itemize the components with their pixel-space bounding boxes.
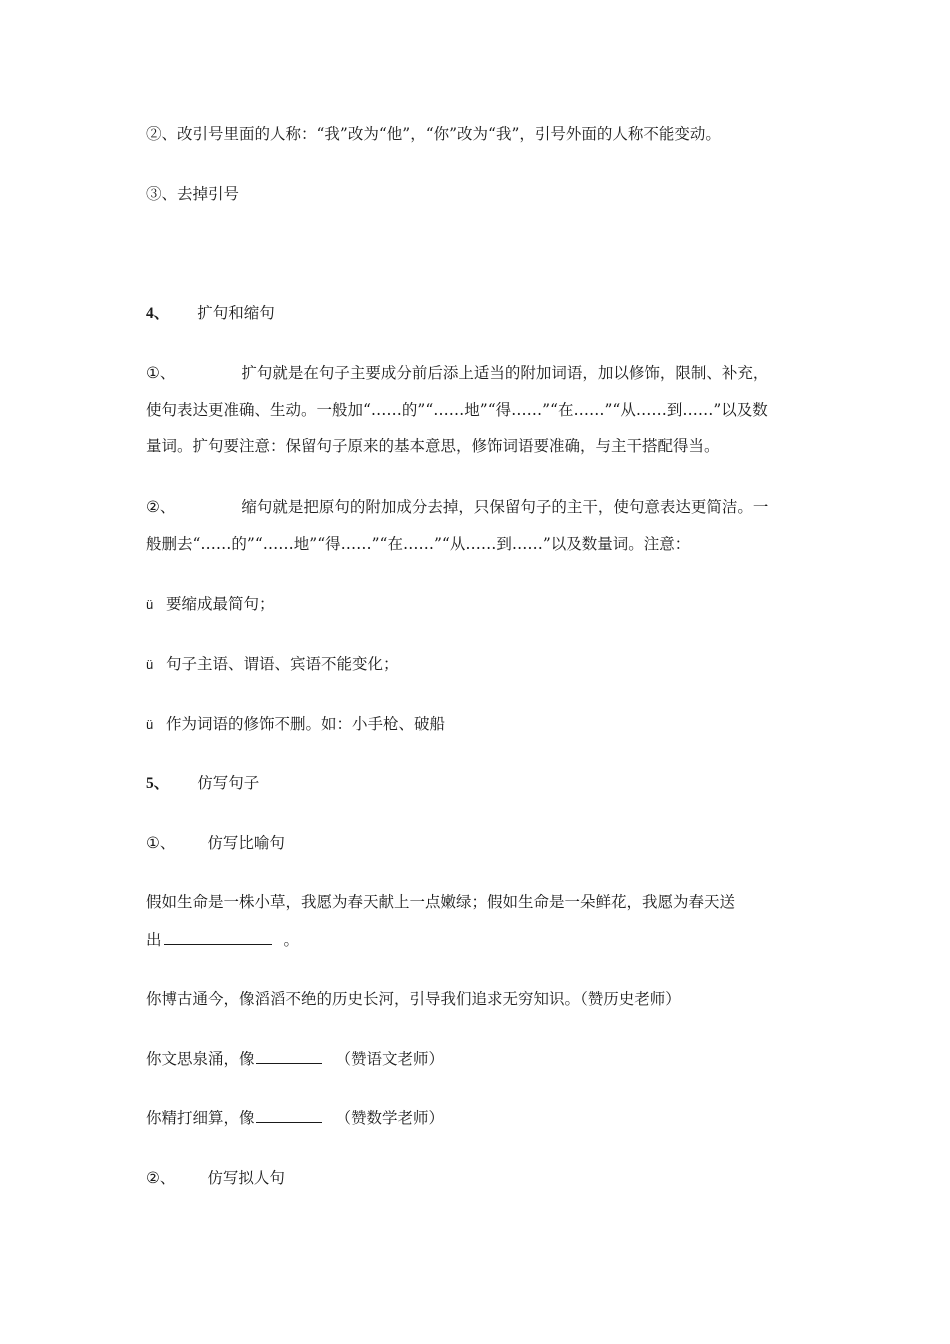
expand-sentence-para-line-1 [146, 363, 768, 383]
example-text: 你精打细算，像 [146, 1109, 255, 1127]
bullet-text: 要缩成最简句； [166, 595, 275, 613]
bullet-item [146, 594, 275, 615]
line-change-pronouns: ②、改引号里面的人称：“我”改为“他”，“你”改为“我”，引号外面的人称不能变动。 [146, 125, 721, 143]
section-5-heading [146, 773, 259, 794]
example-text: 你文思泉涌，像 [146, 1050, 255, 1068]
example-note: （赞语文老师） [335, 1050, 445, 1068]
period: 。 [283, 931, 300, 949]
example-line-2: 你博古通今，像滔滔不绝的历史长河，引导我们追求无穷知识。（赞历史老师） [146, 990, 681, 1008]
expand-sentence-para-line-2: 使句表达更准确、生动。一般加“……的”“……地”“得……”“在……”“从……到……”以及数 [146, 401, 768, 419]
item-title: 仿写比喻句 [207, 834, 285, 852]
item-number: ①、 [146, 364, 176, 382]
item-number: ②、 [146, 498, 176, 516]
bullet-text: 句子主语、谓语、宾语不能变化； [166, 655, 399, 673]
section-4-heading [146, 303, 275, 324]
paragraph-text: 扩句就是在句子主要成分前后添上适当的附加词语，加以修饰，限制、补充， [241, 364, 769, 382]
fill-blank[interactable] [256, 1049, 322, 1064]
bullet-item [146, 654, 399, 675]
example-note: （赞数学老师） [335, 1109, 445, 1127]
example-line-3 [146, 1049, 444, 1069]
fill-blank[interactable] [164, 930, 272, 945]
paragraph-text: 缩句就是把原句的附加成分去掉，只保留句子的主干，使句意表达更简洁。一 [241, 498, 769, 516]
fill-blank[interactable] [256, 1108, 322, 1123]
item-number: ①、 [146, 834, 176, 852]
example-line-1a: 假如生命是一株小草，我愿为春天献上一点嫩绿；假如生命是一朵鲜花，我愿为春天送 [146, 893, 736, 911]
item-title: 仿写拟人句 [207, 1169, 285, 1187]
section-title: 仿写句子 [197, 774, 260, 792]
shorten-sentence-para-line-1 [146, 497, 768, 517]
bullet-text: 作为词语的修饰不删。如：小手枪、破船 [166, 715, 446, 733]
simile-heading [146, 833, 285, 853]
bullet-icon: ü [146, 597, 154, 612]
section-number: 5、 [146, 775, 170, 792]
example-line-1b [146, 930, 299, 950]
bullet-icon: ü [146, 657, 154, 672]
personification-heading [146, 1168, 285, 1188]
section-number: 4、 [146, 305, 170, 322]
line-remove-quotes: ③、去掉引号 [146, 185, 240, 203]
example-text: 出 [146, 931, 162, 949]
shorten-sentence-para-line-2: 般删去“……的”“……地”“得……”“在……”“从……到……”以及数量词。注意： [146, 535, 691, 553]
example-line-4 [146, 1108, 444, 1128]
section-title: 扩句和缩句 [197, 304, 275, 322]
bullet-item [146, 714, 445, 735]
bullet-icon: ü [146, 717, 154, 732]
item-number: ②、 [146, 1169, 176, 1187]
expand-sentence-para-line-3: 量词。扩句要注意：保留句子原来的基本意思，修饰词语要准确，与主干搭配得当。 [146, 437, 720, 455]
